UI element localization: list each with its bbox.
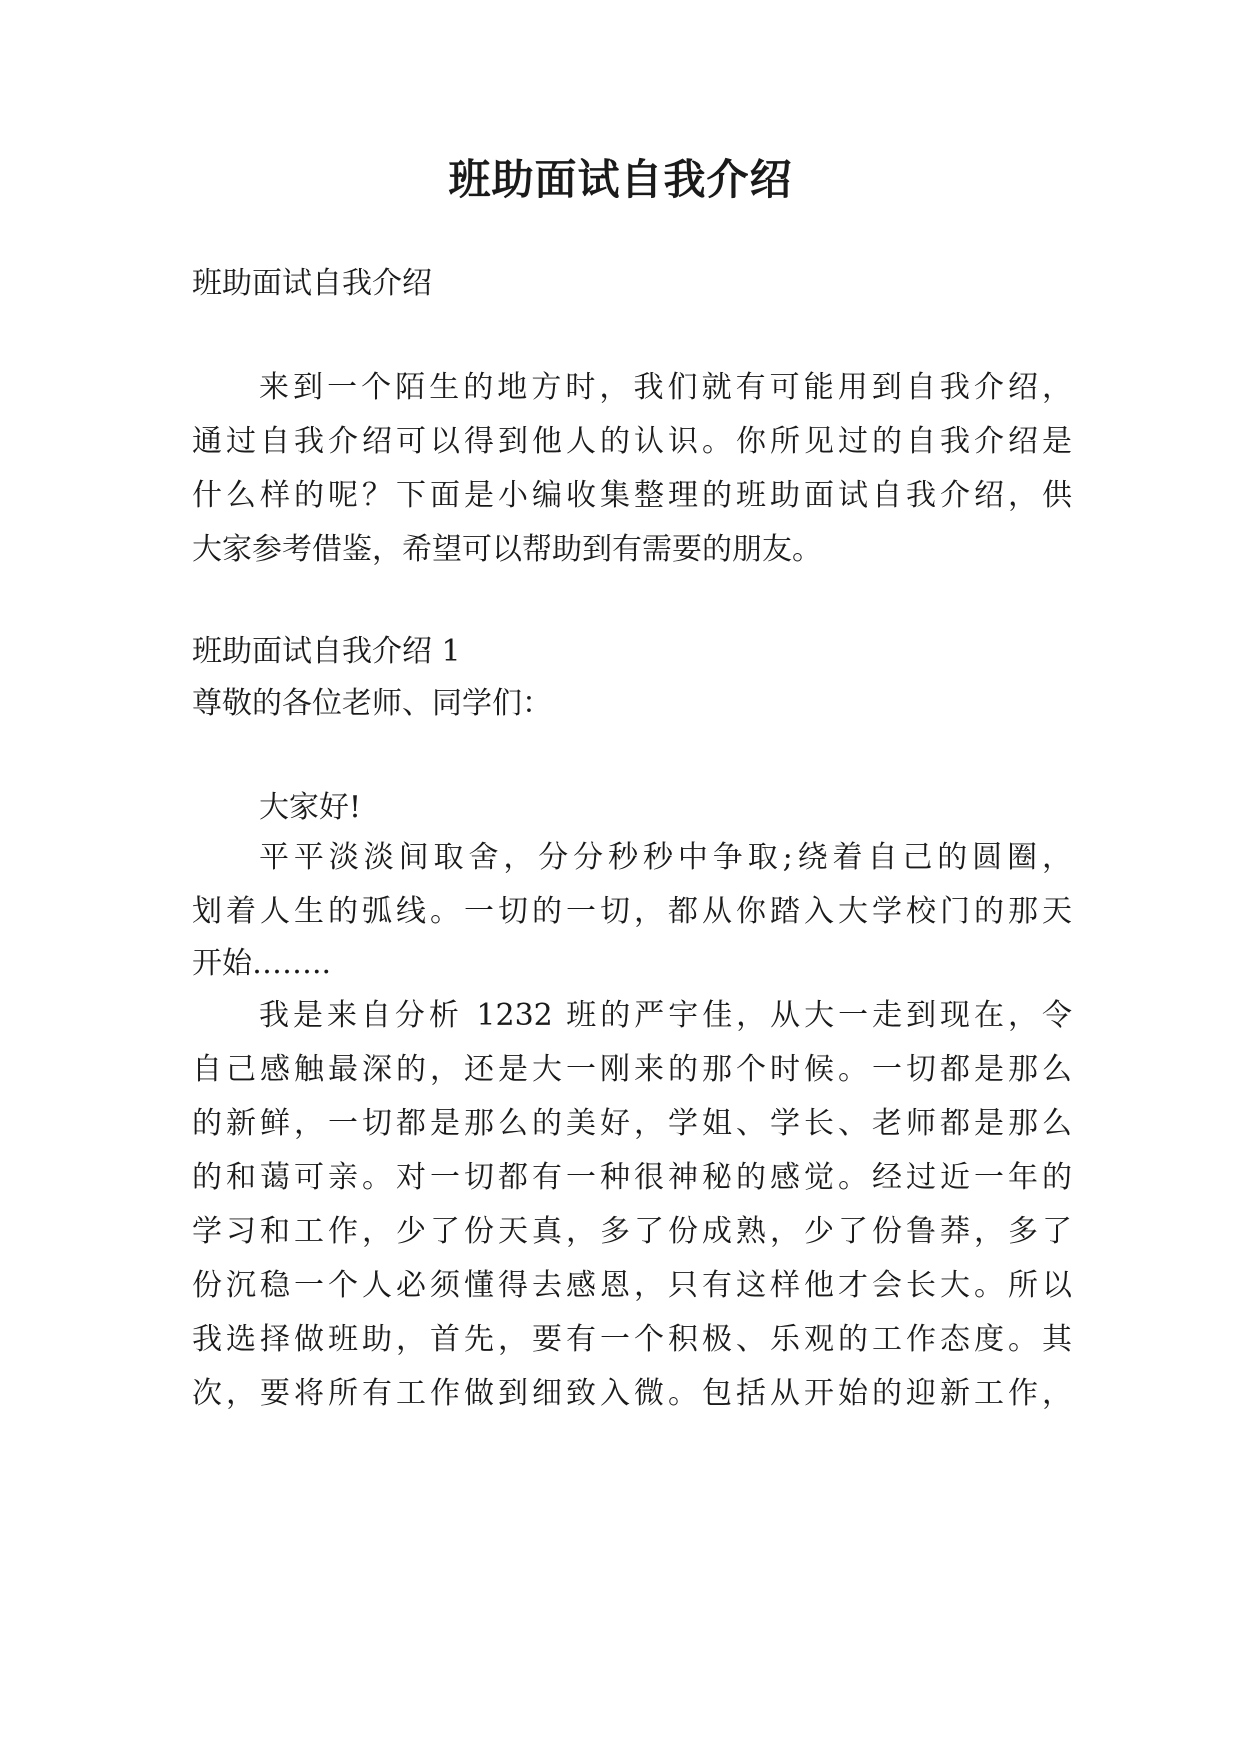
paragraph-line: 开始…….. [192, 946, 332, 981]
intro-line: 通过自我介绍可以得到他人的认识。你所见过的自我介绍是 [192, 424, 1072, 459]
paragraph-line: 份沉稳一个人必须懂得去感恩，只有这样他才会长大。所以 [192, 1268, 1072, 1303]
paragraph-line: 的新鲜，一切都是那么的美好，学姐、学长、老师都是那么 [192, 1106, 1072, 1141]
paragraph-line: 划着人生的弧线。一切的一切，都从你踏入大学校门的那天 [192, 894, 1072, 929]
paragraph-line: 的和蔼可亲。对一切都有一种很神秘的感觉。经过近一年的 [192, 1160, 1072, 1195]
document-title: 班助面试自我介绍 [448, 155, 793, 204]
paragraph-line: 次，要将所有工作做到细致入微。包括从开始的迎新工作， [192, 1376, 1072, 1411]
paragraph-line: 平平淡淡间取舍，分分秒秒中争取;绕着自己的圆圈， [259, 840, 1072, 875]
greeting: 大家好! [259, 790, 362, 825]
document-subtitle: 班助面试自我介绍 [192, 266, 432, 301]
paragraph-line: 学习和工作，少了份天真，多了份成熟，少了份鲁莽，多了 [192, 1214, 1072, 1249]
intro-line: 来到一个陌生的地方时，我们就有可能用到自我介绍， [259, 370, 1072, 405]
paragraph-line: 我选择做班助，首先，要有一个积极、乐观的工作态度。其 [192, 1322, 1072, 1357]
paragraph-line: 自己感触最深的，还是大一刚来的那个时候。一切都是那么 [192, 1052, 1072, 1087]
intro-line: 什么样的呢？下面是小编收集整理的班助面试自我介绍，供 [192, 478, 1072, 513]
paragraph-line: 我是来自分析 1232 班的严宇佳，从大一走到现在，令 [259, 998, 1072, 1033]
salutation: 尊敬的各位老师、同学们： [192, 686, 552, 721]
section-heading: 班助面试自我介绍 1 [192, 634, 461, 669]
intro-line: 大家参考借鉴，希望可以帮助到有需要的朋友。 [192, 532, 822, 567]
